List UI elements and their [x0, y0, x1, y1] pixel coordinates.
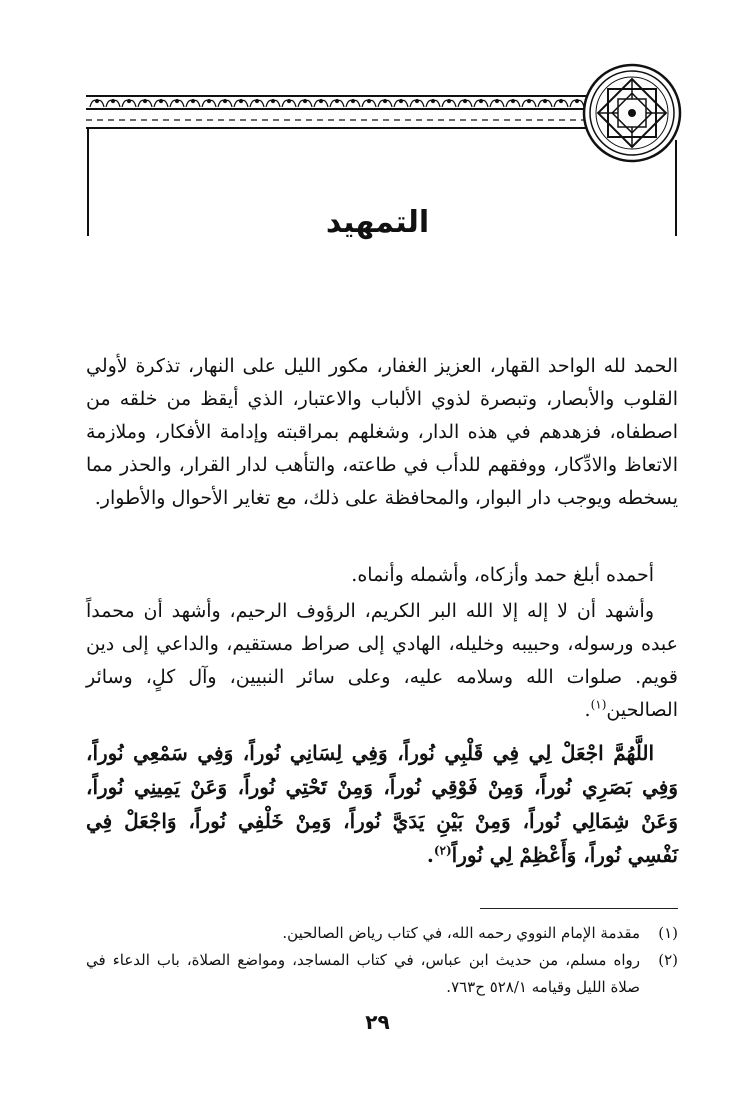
flourish-dot — [464, 100, 467, 103]
flourish-dot — [416, 100, 419, 103]
flourish-dot — [144, 100, 147, 103]
footnote-divider — [480, 908, 678, 909]
footnote-ref-1[interactable]: (١) — [590, 697, 607, 712]
flourish-dot — [288, 100, 291, 103]
footnote-1 — [86, 920, 678, 947]
flourish-dot — [208, 100, 211, 103]
geometric-medallion-icon — [584, 65, 680, 161]
flourish-dot — [560, 100, 563, 103]
supplication-text: اللَّهُمَّ اجْعَلْ لِي فِي قَلْبِي نُوراً، وَفِي لِسَانِي نُوراً، وَفِي سَمْعِي نُوراً، وَفِي بَصَرِي نُوراً، وَمِنْ فَوْقِي نُوراً، وَمِنْ تَحْتِي نُوراً، وَعَنْ يَمِينِي نُوراً، وَعَنْ شِمَالِي نُوراً، وَمِنْ بَيْنِ يَدَيَّ نُوراً، وَمِنْ خَلْفِي نُوراً، وَاجْعَلْ فِي نَفْسِي نُوراً، وَأَعْظِمْ لِي نُوراً — [86, 741, 678, 867]
flourish-dot — [224, 100, 227, 103]
supplication-paragraph — [86, 736, 678, 872]
flourish-dot — [368, 100, 371, 103]
page-number: ٢٩ — [365, 1010, 390, 1034]
flourish-dot — [192, 100, 195, 103]
flourish-dot — [512, 100, 515, 103]
flourish-dot — [544, 100, 547, 103]
footnote-number: (٢) — [658, 951, 678, 969]
chapter-title: التمهيد — [325, 205, 430, 240]
footnote-ref-2[interactable]: (٢) — [433, 843, 452, 858]
testimony-paragraph — [86, 595, 678, 727]
flourish-dot — [448, 100, 451, 103]
flourish-dot — [576, 100, 579, 103]
footnotes — [86, 920, 678, 1001]
footnote-text: رواه مسلم، من حديث ابن عباس، في كتاب المساجد، ومواضع الصلاة، باب الدعاء في صلاة الليل وقيامه ٥٢٨/١ ح٧٦٣. — [86, 951, 640, 996]
flourish-dot — [112, 100, 115, 103]
flourish-dot — [240, 100, 243, 103]
flourish-dot — [480, 100, 483, 103]
testimony-text: وأشهد أن لا إله إلا الله البر الكريم، الرؤوف الرحيم، وأشهد أن محمداً عبده ورسوله، وحبيبه وخليله، الهادي إلى صراط مستقيم، والداعي إلى دين قويم. صلوات الله وسلامه عليه، وعلى سائر النبيين، وآل كلٍ، وسائر الصالحين — [86, 600, 678, 721]
flourish-dot — [400, 100, 403, 103]
supplication-end: . — [426, 843, 434, 867]
flourish-dot — [96, 100, 99, 103]
flourish-dot — [320, 100, 323, 103]
footnote-2 — [86, 947, 678, 1001]
flourish-dot — [128, 100, 131, 103]
flourish-dot — [496, 100, 499, 103]
flourish-dot — [384, 100, 387, 103]
chapter-header-frame — [0, 0, 755, 330]
flourish-dot — [352, 100, 355, 103]
flourish-dot — [256, 100, 259, 103]
intro-paragraph: الحمد لله الواحد القهار، العزيز الغفار، مكور الليل على النهار، تذكرة لأولي القلوب والأبصار، وتبصرة لذوي الألباب والاعتبار، الذي أيقظ من خلقه من اصطفاه، فزهدهم في هذه الدار، وشغلهم بمراقبته وإدامة الأفكار، وملازمة الاتعاظ والادِّكار، ووفقهم للدأب في طاعته، والتأهب لدار القرار، والحذر مما يسخطه ويوجب دار البوار، والمحافظة على ذلك، مع تغاير الأحوال والأطوار. — [86, 355, 678, 509]
flourish-dot — [272, 100, 275, 103]
testimony-end: . — [584, 699, 591, 721]
flourish-dot — [160, 100, 163, 103]
footnote-number: (١) — [658, 924, 678, 942]
footnote-text: مقدمة الإمام النووي رحمه الله، في كتاب رياض الصالحين. — [282, 924, 640, 942]
flourish-dot — [176, 100, 179, 103]
flourish-dot — [528, 100, 531, 103]
flourish-dot — [304, 100, 307, 103]
flourish-dot — [432, 100, 435, 103]
praise-paragraph: أحمده أبلغ حمد وأزكاه، وأشمله وأنماه. — [351, 564, 654, 586]
flourish-dot — [336, 100, 339, 103]
